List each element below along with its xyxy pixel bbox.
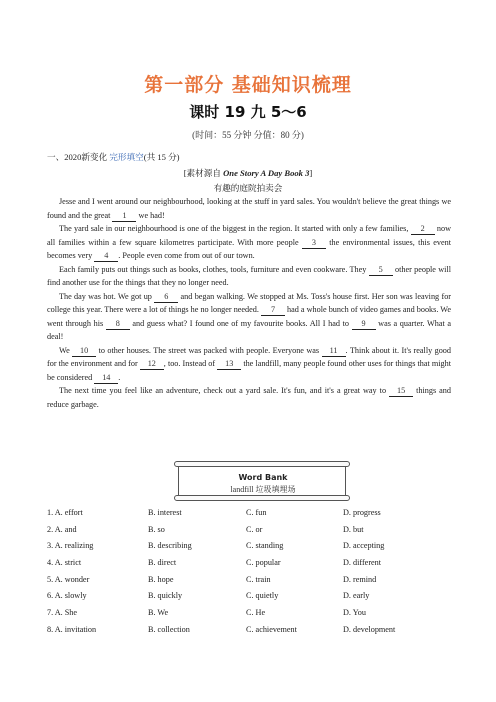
answer-blank[interactable]: 2	[411, 224, 435, 235]
option-a: 5. A. wonder	[47, 574, 90, 584]
option-c: C. quietly	[246, 591, 279, 601]
option-b: B. interest	[148, 508, 182, 517]
option-row	[47, 608, 451, 625]
answer-blank[interactable]: 9	[352, 319, 376, 330]
answer-blank[interactable]: 1	[112, 211, 136, 222]
passage-text: . People even come from out of our town.	[118, 251, 255, 260]
answer-blank[interactable]: 5	[369, 265, 393, 276]
passage-text: Each family puts out things such as books, clothes, tools, furniture and even cookware. They	[59, 264, 369, 274]
scroll-rod-top	[174, 461, 350, 467]
passage-text: the landfill, many people found other uses for things that might be considered	[47, 359, 451, 382]
paragraph	[47, 263, 451, 290]
passage-text: had a whole bunch of video games and books. We went through his	[47, 305, 451, 328]
paragraph	[47, 290, 451, 344]
paragraph	[47, 222, 451, 263]
option-row	[47, 508, 451, 525]
answer-blank[interactable]: 6	[154, 292, 178, 303]
answer-blank[interactable]: 7	[261, 305, 285, 316]
answer-blank[interactable]: 8	[106, 319, 130, 330]
option-d: D. different	[343, 558, 382, 568]
answer-options	[47, 508, 451, 642]
option-row	[47, 525, 451, 542]
passage-text: Jesse and I went around our neighbourhood, looking at the stuff in yard sales. You wouldn't believe the great things we found and the great	[47, 197, 451, 220]
option-a: 6. A. slowly	[47, 591, 87, 601]
passage-text: We	[59, 345, 73, 355]
option-d: D. but	[343, 524, 364, 534]
passage-text: . Think about it. It's really good for the environment and for	[47, 345, 451, 368]
paragraph	[47, 195, 451, 222]
option-row	[47, 558, 451, 575]
option-a: 2. A. and	[47, 524, 77, 534]
option-b: B. We	[148, 608, 169, 618]
answer-blank[interactable]: 10	[72, 346, 96, 357]
option-row	[47, 541, 451, 558]
option-a: 4. A. strict	[47, 558, 82, 568]
answer-blank[interactable]: 15	[389, 386, 413, 397]
passage-text: now all families within a few square kilometres participate. With more people	[47, 224, 451, 247]
option-c: C. He	[246, 608, 266, 618]
option-d: D. You	[343, 608, 366, 618]
passage-text: The yard sale in our neighbourhood is one of the biggest in the region. It started with only a few families,	[59, 224, 411, 233]
word-bank-scroll	[174, 461, 350, 501]
passage-text: and began walking. We stopped at Ms. Toss's house first. Her son was leaving for college this year. There were a lot of things he no longer needed.	[47, 291, 452, 314]
section-points: (共 15 分)	[143, 152, 180, 162]
option-b: B. collection	[148, 624, 190, 634]
answer-blank[interactable]: 14	[94, 373, 118, 384]
passage-text: the environmental issues, this event becomes very	[47, 237, 451, 260]
answer-blank[interactable]: 4	[94, 251, 118, 262]
passage-text: other people will find another use for the things that they no longer need.	[47, 264, 451, 287]
option-b: B. describing	[148, 541, 192, 551]
source-line	[0, 167, 496, 179]
option-c: C. train	[246, 574, 271, 584]
passage-text: , too. Instead of	[163, 359, 218, 368]
word-bank-body	[178, 466, 346, 496]
time-score-line: (时间：55 分钟 分值：80 分)	[192, 130, 304, 140]
option-c: C. achievement	[246, 624, 297, 634]
section-type: 完形填空	[109, 152, 144, 162]
option-b: B. hope	[148, 574, 174, 584]
passage-text: things and reduce garbage.	[47, 386, 451, 409]
option-d: D. early	[343, 591, 370, 601]
option-d: D. progress	[343, 508, 381, 517]
lesson-title: 课时 19 九 5～6	[189, 103, 307, 121]
answer-blank[interactable]: 3	[302, 238, 326, 249]
word-bank-heading: Word Bank	[238, 473, 288, 482]
source-suffix: ]	[309, 168, 313, 178]
option-c: C. popular	[246, 558, 281, 568]
paragraph	[47, 344, 451, 385]
option-c: C. or	[246, 524, 263, 534]
passage-text: was a quarter. What a deal!	[47, 318, 451, 341]
cloze-passage	[47, 195, 451, 411]
option-a: 1. A. effort	[47, 508, 83, 517]
chinese-title: 有趣的庭院拍卖会	[213, 183, 283, 193]
option-a: 8. A. invitation	[47, 624, 97, 634]
scroll-rod-bottom	[174, 495, 350, 501]
paragraph	[47, 384, 451, 411]
option-b: B. direct	[148, 558, 177, 568]
passage-text: to other houses. The street was packed with people. Everyone was	[96, 345, 322, 355]
option-a: 3. A. realizing	[47, 541, 94, 551]
option-b: B. so	[148, 524, 165, 534]
option-row	[47, 591, 451, 608]
passage-text: The next time you feel like an adventure, check out a yard sale. It's fun, and it's a great way to	[59, 386, 390, 395]
passage-text: .	[118, 372, 121, 382]
option-a: 7. A. She	[47, 608, 78, 618]
option-c: C. fun	[246, 508, 267, 517]
section-heading	[47, 151, 180, 163]
option-b: B. quickly	[148, 591, 183, 601]
answer-blank[interactable]: 11	[322, 346, 346, 357]
option-d: D. development	[343, 624, 396, 634]
answer-blank[interactable]: 12	[140, 359, 164, 370]
passage-text: and guess what? I found one of my favourite books. All I had to	[129, 318, 352, 328]
option-row	[47, 575, 451, 592]
passage-text: The day was hot. We got up	[59, 291, 155, 301]
option-c: C. standing	[246, 541, 284, 551]
option-row	[47, 625, 451, 642]
section-label: 一、2020新变化	[47, 152, 108, 162]
word-bank-entry: landfill 垃圾填埋场	[230, 485, 296, 494]
option-d: D. accepting	[343, 541, 385, 551]
source-prefix: [素材源自	[183, 168, 224, 178]
option-d: D. remind	[343, 574, 377, 584]
answer-blank[interactable]: 13	[217, 359, 241, 370]
passage-text: we had!	[136, 210, 165, 220]
source-book: One Story A Day Book 3	[223, 168, 310, 178]
part-title: 第一部分 基础知识梳理	[144, 74, 352, 96]
